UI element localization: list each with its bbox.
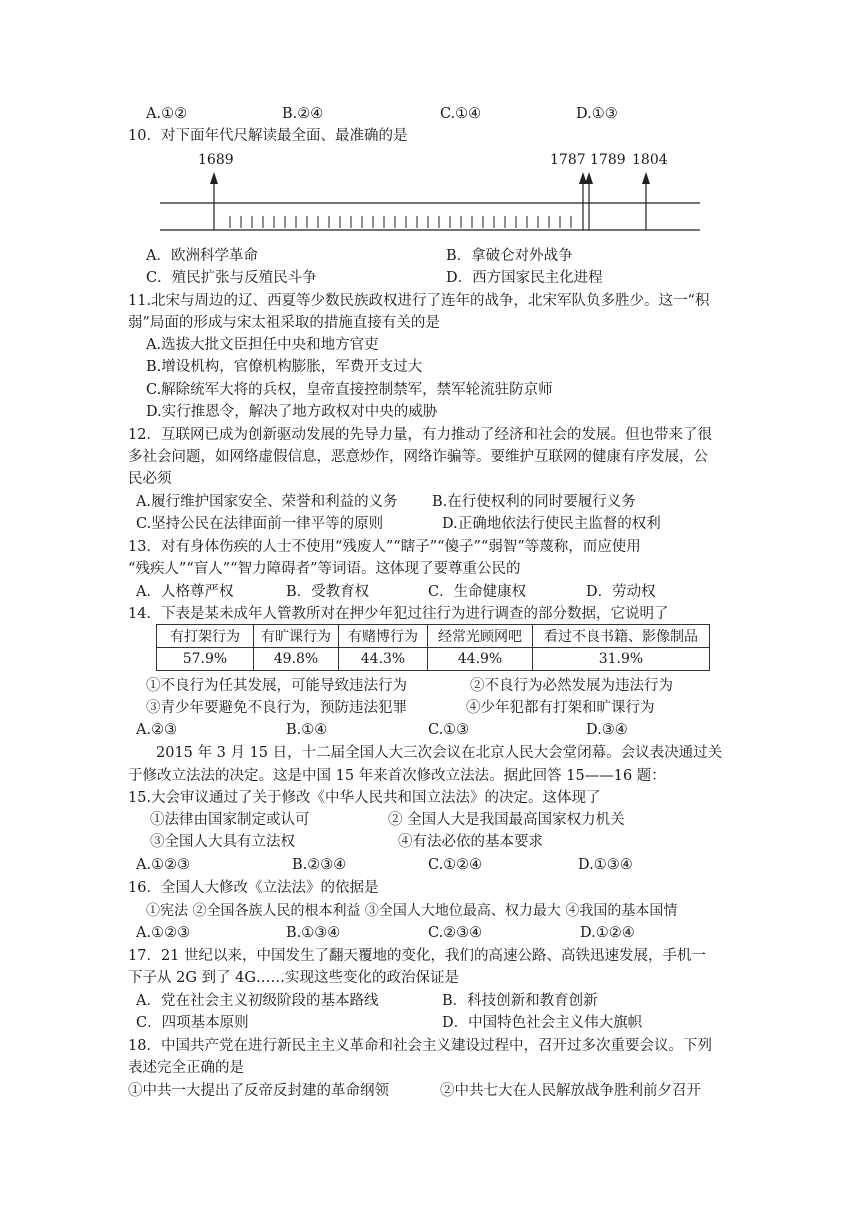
- q16-statements: ①宪法 ②全国各族人民的根本利益 ③全国人大地位最高、权力最大 ④我国的基本国情: [146, 903, 678, 919]
- q18-statement-1: ①中共一大提出了反帝反封建的革命纲领: [128, 1083, 389, 1099]
- timeline-label-1804: 1804: [632, 152, 668, 168]
- q15-option-a[interactable]: A.①②③: [136, 857, 191, 873]
- table-value-cell: 44.3%: [339, 648, 428, 671]
- q16-option-d[interactable]: D.①②④: [580, 925, 635, 941]
- table-header-cell: 看过不良书籍、影像制品: [533, 625, 710, 648]
- q16-question: 16．全国人大修改《立法法》的依据是: [128, 880, 379, 896]
- q14-option-d[interactable]: D.③④: [586, 722, 628, 738]
- q14-option-c[interactable]: C.①③: [428, 722, 470, 738]
- material-line2: 于修改立法法的决定。这是中国 15 年来首次修改立法法。据此回答 15——16 题：: [128, 768, 666, 784]
- q14-statement-2: ②不良行为必然发展为违法行为: [470, 678, 673, 694]
- q12-option-c[interactable]: C.坚持公民在法律面前一律平等的原则: [136, 516, 384, 532]
- timeline-label-1689: 1689: [198, 152, 234, 168]
- q14-statement-1: ①不良行为任其发展，可能导致违法行为: [146, 678, 407, 694]
- q12-option-d[interactable]: D.正确地依法行使民主监督的权利: [442, 516, 661, 532]
- timeline-arrow-1689: [210, 172, 218, 230]
- q13-option-b[interactable]: B．受教育权: [286, 584, 370, 600]
- survey-table: [156, 624, 710, 671]
- q13-question-line1: 13．对有身体伤疾的人士不使用“残废人”“瞎子”“傻子”“弱智”等蔑称，而应使用: [128, 539, 641, 555]
- q11-question-line1: 11.北宋与周边的辽、西夏等少数民族政权进行了连年的战争，北宋军队负多胜少。这一“积: [128, 293, 710, 309]
- q10-question: 10．对下面年代尺解读最全面、最准确的是: [128, 128, 408, 144]
- table-header-cell: 经常光顾网吧: [428, 625, 533, 648]
- q15-statement-4: ④有法必依的基本要求: [398, 834, 543, 850]
- survey-table-value-row: [157, 648, 710, 671]
- q18-question-line2: 表述完全正确的是: [128, 1060, 244, 1076]
- table-header-cell: 有打架行为: [157, 625, 254, 648]
- timeline-label-1789: 1789: [590, 152, 626, 168]
- q12-option-b[interactable]: B.在行使权利的同时要履行义务: [432, 494, 636, 510]
- q10-option-b[interactable]: B．拿破仑对外战争: [446, 248, 573, 264]
- survey-table-header-row: [157, 625, 710, 648]
- q12-question-line1: 12．互联网已成为创新驱动发展的先导力量，有力推动了经济和社会的发展。但也带来了很: [128, 427, 712, 443]
- q10-option-d[interactable]: D．西方国家民主化进程: [446, 270, 603, 286]
- q15-option-d[interactable]: D.①③④: [578, 857, 633, 873]
- timeline-arrow-1804: [642, 172, 650, 230]
- q9-option-a[interactable]: A.①②: [146, 106, 188, 122]
- timeline-arrow-1789: [585, 172, 593, 230]
- q11-option-a[interactable]: A.选拔大批文臣担任中央和地方官吏: [146, 337, 379, 353]
- q12-question-line2: 多社会问题，如网络虚假信息，恶意炒作，网络诈骗等。要维护互联网的健康有序发展，公: [128, 449, 708, 465]
- q12-option-a[interactable]: A.履行维护国家安全、荣誉和利益的义务: [136, 494, 398, 510]
- q17-option-a[interactable]: A．党在社会主义初级阶段的基本路线: [136, 993, 379, 1009]
- q11-question-line2: 弱”局面的形成与宋太祖采取的措施直接有关的是: [128, 315, 440, 331]
- q17-option-c[interactable]: C．四项基本原则: [136, 1015, 249, 1031]
- q17-question-line2: 下子从 2G 到了 4G……实现这些变化的政治保证是: [128, 970, 459, 986]
- q18-question-line1: 18．中国共产党在进行新民主主义革命和社会主义建设过程中，召开过多次重要会议。下列: [128, 1038, 712, 1054]
- q15-option-c[interactable]: C.①②④: [428, 857, 483, 873]
- q16-option-c[interactable]: C.②③④: [428, 925, 483, 941]
- q18-statement-2: ②中共七大在人民解放战争胜利前夕召开: [440, 1083, 701, 1099]
- q16-option-b[interactable]: B.①③④: [286, 925, 341, 941]
- q13-option-d[interactable]: D．劳动权: [586, 584, 656, 600]
- table-value-cell: 44.9%: [428, 648, 533, 671]
- q13-question-line2: “残疾人”“盲人”“智力障碍者”等词语。这体现了要尊重公民的: [128, 561, 521, 577]
- q15-option-b[interactable]: B.②③④: [292, 857, 347, 873]
- q14-statement-3: ③青少年要避免不良行为，预防违法犯罪: [146, 700, 407, 716]
- q10-option-c[interactable]: C．殖民扩张与反殖民斗争: [146, 270, 317, 286]
- q10-option-a[interactable]: A．欧洲科学革命: [146, 248, 258, 264]
- year-timeline: [150, 148, 710, 240]
- q15-statement-1: ①法律由国家制定或认可: [150, 812, 310, 828]
- q11-option-d[interactable]: D.实行推恩令，解决了地方政权对中央的威胁: [146, 404, 438, 420]
- table-value-cell: 49.8%: [254, 648, 339, 671]
- timeline-ticks: [230, 216, 571, 228]
- q11-option-c[interactable]: C.解除统军大将的兵权，皇帝直接控制禁军，禁军轮流驻防京师: [146, 382, 553, 398]
- q14-option-a[interactable]: A.②③: [136, 722, 178, 738]
- q9-option-d[interactable]: D.①③: [576, 106, 618, 122]
- q13-option-c[interactable]: C．生命健康权: [428, 584, 527, 600]
- table-header-cell: 有旷课行为: [254, 625, 339, 648]
- table-value-cell: 31.9%: [533, 648, 710, 671]
- q9-option-b[interactable]: B.②④: [282, 106, 324, 122]
- q13-option-a[interactable]: A．人格尊严权: [136, 584, 234, 600]
- q17-question-line1: 17．21 世纪以来，中国发生了翻天覆地的变化，我们的高速公路、高铁迅速发展，手机一: [128, 948, 707, 964]
- q15-question: 15.大会审议通过了关于修改《中华人民共和国立法法》的决定。这体现了: [128, 790, 601, 806]
- table-header-cell: 有赌博行为: [339, 625, 428, 648]
- q15-statement-2: ② 全国人大是我国最高国家权力机关: [388, 812, 625, 828]
- timeline-arrow-1787: [579, 172, 587, 230]
- q9-option-c[interactable]: C.①④: [440, 106, 482, 122]
- timeline-label-1787: 1787: [550, 152, 586, 168]
- q14-statement-4: ④少年犯都有打架和旷课行为: [466, 700, 655, 716]
- material-line1: 2015 年 3 月 15 日，十二届全国人大三次会议在北京人民大会堂闭幕。会议表决通过关: [156, 745, 723, 761]
- q14-option-b[interactable]: B.①④: [286, 722, 328, 738]
- q17-option-d[interactable]: D．中国特色社会主义伟大旗帜: [442, 1015, 643, 1031]
- q14-question: 14．下表是某未成年人管教所对在押少年犯过往行为进行调查的部分数据，它说明了: [128, 606, 669, 622]
- q17-option-b[interactable]: B．科技创新和教育创新: [442, 993, 598, 1009]
- q15-statement-3: ③全国人大具有立法权: [150, 834, 295, 850]
- q16-option-a[interactable]: A.①②③: [136, 925, 191, 941]
- q11-option-b[interactable]: B.增设机构，官僚机构膨胀，军费开支过大: [146, 359, 423, 375]
- table-value-cell: 57.9%: [157, 648, 254, 671]
- q12-question-line3: 民必须: [128, 471, 172, 487]
